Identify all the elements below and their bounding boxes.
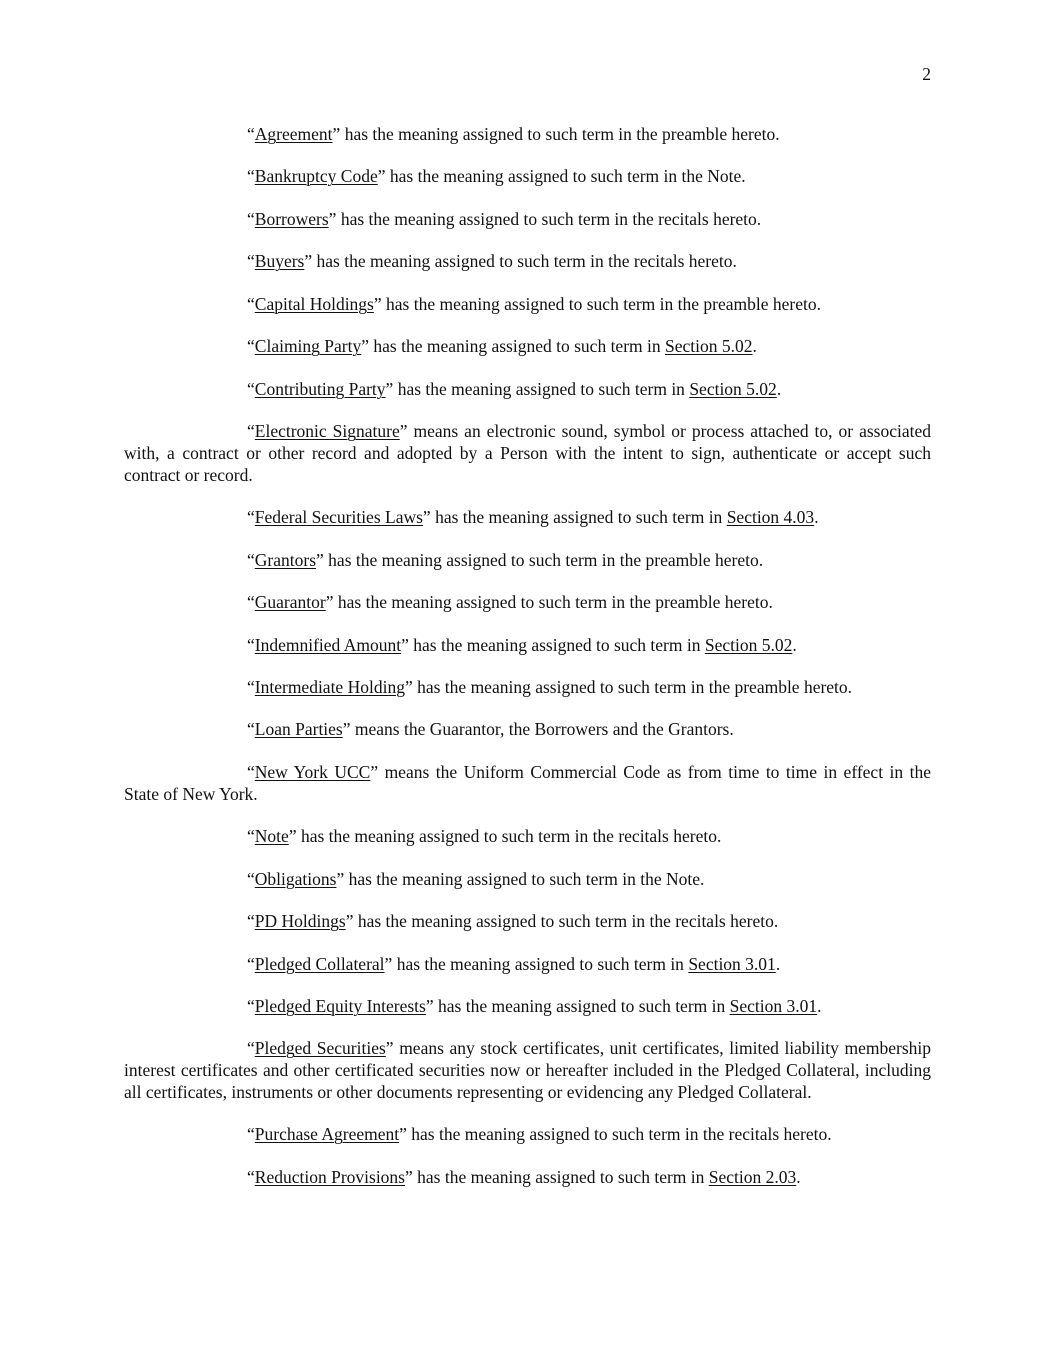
defined-term: PD Holdings [254, 911, 346, 932]
definition-text: has the meaning assigned to such term in the Note. [385, 166, 746, 187]
definition-pledged-equity-interests: “Pledged Equity Interests” has the meaning assigned to such term in Section 3.01. [247, 995, 822, 1016]
definition-electronic-signature: “Electronic Signature” means an electronic sound, symbol or process attached to, or associated with, a contract or other record and adopted by a Person with the intent to sign, authenticate or accept such contract or record. [124, 421, 931, 485]
definition-text: has the meaning assigned to such term in the recitals hereto. [336, 208, 762, 229]
definition-capital-holdings: “Capital Holdings” has the meaning assigned to such term in the preamble hereto. [247, 293, 821, 314]
definition-text: means an electronic sound, symbol or process attached to, or associated with, a contract or other record and adopted by a Person with the intent to sign, authenticate or accept such contract or record. [124, 421, 931, 485]
definition-text: has the meaning assigned to such term in the preamble hereto. [381, 293, 821, 314]
page-number: 2 [922, 64, 931, 84]
definition-text: has the meaning assigned to such term in the Note. [344, 868, 705, 889]
section-reference: Section 5.02 [704, 634, 793, 655]
definition-text: has the meaning assigned to such term in the preamble hereto. [333, 592, 773, 613]
definitions-list [124, 124, 931, 1209]
defined-term: Grantors [254, 549, 317, 570]
definition-buyers: “Buyers” has the meaning assigned to such term in the recitals hereto. [247, 251, 737, 272]
definition-loan-parties: “Loan Parties” means the Guarantor, the Borrowers and the Grantors. [247, 719, 734, 740]
definition-tail: . [775, 953, 781, 974]
definition-pledged-collateral: “Pledged Collateral” has the meaning assigned to such term in Section 3.01. [247, 953, 781, 974]
definition-claiming-party: “Claiming Party” has the meaning assigned to such term in Section 5.02. [247, 336, 757, 357]
definition-text: has the meaning assigned to such term in [430, 507, 727, 528]
definition-obligations: “Obligations” has the meaning assigned to such term in the Note. [247, 868, 705, 889]
definition-guarantor: “Guarantor” has the meaning assigned to such term in the preamble hereto. [247, 592, 773, 613]
definition-tail: . [792, 634, 797, 655]
defined-term: Loan Parties [254, 719, 343, 740]
defined-term: Bankruptcy Code [254, 166, 378, 187]
definition-pledged-securities: “Pledged Securities” means any stock certificates, unit certificates, limited liability membership interest certificates and other certificated securities now or hereafter included in the Pledged Collateral, including all certificates, instruments or other documents representing or evidencing any Pledged Collateral. [124, 1038, 932, 1102]
definition-text: has the meaning assigned to such term in [392, 953, 689, 974]
definition-federal-securities-laws: “Federal Securities Laws” has the meaning assigned to such term in Section 4.03. [247, 507, 819, 528]
defined-term: Reduction Provisions [254, 1166, 405, 1187]
defined-term: New York UCC [254, 761, 371, 782]
definition-text: has the meaning assigned to such term in the preamble hereto. [412, 677, 853, 697]
definition-text: has the meaning assigned to such term in the recitals hereto. [406, 1124, 832, 1145]
definition-tail: . [776, 378, 782, 399]
section-reference: Section 4.03 [726, 507, 815, 528]
defined-term: Note [254, 826, 289, 847]
definition-text: has the meaning assigned to such term in the recitals hereto. [312, 251, 737, 272]
definition-new-york-ucc: “New York UCC” means the Uniform Commercial Code as from time to time in effect in the State of New York. [124, 761, 931, 804]
defined-term: Buyers [254, 251, 305, 272]
defined-term: Pledged Collateral [254, 953, 385, 974]
section-reference: Section 5.02 [689, 378, 777, 399]
definition-pd-holdings: “PD Holdings” has the meaning assigned to such term in the recitals hereto. [247, 911, 779, 932]
defined-term: Pledged Equity Interests [254, 995, 426, 1016]
defined-term: Purchase Agreement [254, 1124, 400, 1145]
defined-term: Contributing Party [254, 378, 386, 399]
definition-note: “Note” has the meaning assigned to such term in the recitals hereto. [247, 826, 722, 847]
defined-term: Indemnified Amount [254, 634, 402, 655]
definition-tail: . [817, 995, 822, 1016]
defined-term: Electronic Signature [254, 421, 400, 442]
section-reference: Section 3.01 [688, 953, 776, 974]
definition-text: has the meaning assigned to such term in the preamble hereto. [340, 124, 780, 144]
definition-text: means the Uniform Commercial Code as from time to time in effect in the State of New York. [124, 761, 931, 804]
definition-bankruptcy-code: “Bankruptcy Code” has the meaning assigned to such term in the Note. [247, 166, 746, 187]
definition-text: means any stock certificates, unit certificates, limited liability membership interest certificates and other certificated securities now or hereafter included in the Pledged Collateral, including all certificates, instruments or other documents representing or evidencing any Pledged Collateral. [124, 1038, 932, 1102]
defined-term: Pledged Securities [254, 1038, 386, 1059]
definition-borrowers: “Borrowers” has the meaning assigned to such term in the recitals hereto. [247, 208, 762, 229]
definition-purchase-agreement: “Purchase Agreement” has the meaning assigned to such term in the recitals hereto. [247, 1124, 832, 1145]
definition-text: has the meaning assigned to such term in [408, 634, 705, 655]
defined-term: Agreement [254, 124, 333, 144]
defined-term: Federal Securities Laws [254, 507, 423, 528]
defined-term: Capital Holdings [254, 293, 374, 314]
definition-indemnified-amount: “Indemnified Amount” has the meaning assigned to such term in Section 5.02. [247, 634, 797, 655]
definition-intermediate-holding: “Intermediate Holding” has the meaning assigned to such term in the preamble hereto. [247, 677, 853, 697]
definition-reduction-provisions: “Reduction Provisions” has the meaning assigned to such term in Section 2.03. [247, 1166, 801, 1187]
definition-text: has the meaning assigned to such term in [412, 1166, 709, 1187]
definition-text: has the meaning assigned to such term in [369, 336, 665, 357]
definition-text: has the meaning assigned to such term in the preamble hereto. [323, 549, 764, 570]
definition-text: has the meaning assigned to such term in [433, 995, 730, 1016]
defined-term: Claiming Party [254, 336, 362, 357]
defined-term: Intermediate Holding [254, 677, 405, 697]
definition-grantors: “Grantors” has the meaning assigned to such term in the preamble hereto. [247, 549, 764, 570]
definition-contributing-party: “Contributing Party” has the meaning assigned to such term in Section 5.02. [247, 378, 782, 399]
definition-tail: . [814, 507, 819, 528]
section-reference: Section 3.01 [729, 995, 818, 1016]
section-reference: Section 5.02 [665, 336, 753, 357]
definition-tail: . [752, 336, 757, 357]
definition-agreement: “Agreement” has the meaning assigned to such term in the preamble hereto. [247, 124, 780, 144]
section-reference: Section 2.03 [708, 1166, 797, 1187]
definition-text: has the meaning assigned to such term in the recitals hereto. [353, 911, 779, 932]
definition-text: means the Guarantor, the Borrowers and the Grantors. [350, 719, 734, 740]
definition-tail: . [796, 1166, 801, 1187]
defined-term: Guarantor [254, 592, 326, 613]
definition-text: has the meaning assigned to such term in [393, 378, 690, 399]
defined-term: Obligations [254, 868, 337, 889]
definition-text: has the meaning assigned to such term in the recitals hereto. [296, 826, 722, 847]
defined-term: Borrowers [254, 208, 329, 229]
